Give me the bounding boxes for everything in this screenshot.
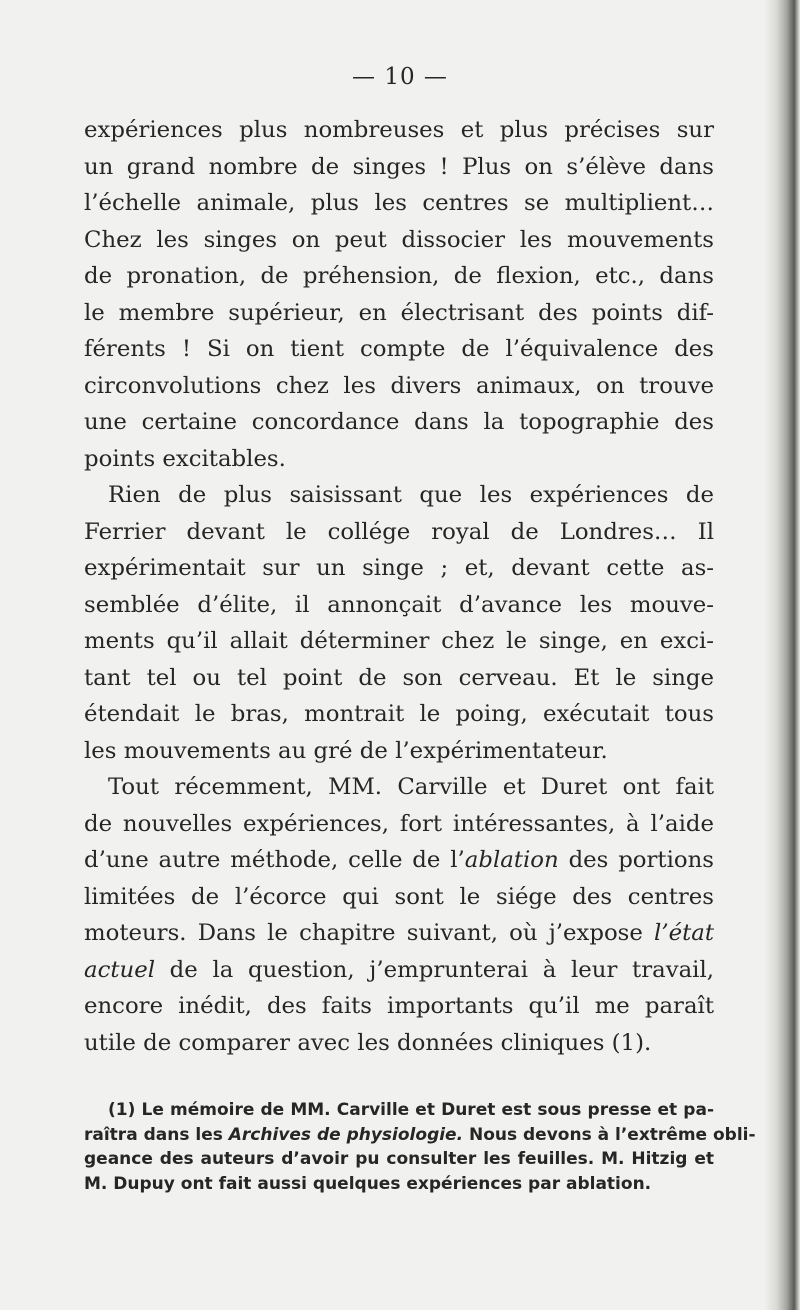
text-line: férents ! Si on tient compte de l’équivalence des (84, 336, 714, 362)
text-line: un grand nombre de singes ! Plus on s’élève dans (84, 153, 714, 180)
text-line: Rien de plus saisissant que les expériences de (108, 482, 714, 508)
text-line: étendait le bras, montrait le poing, exécutait tous (84, 701, 714, 727)
text-line: tant tel ou tel point de son cerveau. Et le singe (84, 664, 714, 691)
text-line: le membre supérieur, en électrisant des points dif- (84, 299, 714, 326)
page-binding-edge (764, 0, 800, 1310)
text-line: Chez les singes on peut dissocier les mouvements (84, 226, 714, 253)
italic-term: actuel (84, 956, 155, 983)
text-line: expérimentait sur un singe ; et, devant cette as- (84, 555, 714, 581)
text-line: expériences plus nombreuses et plus précises sur (84, 117, 714, 143)
text-segment: des portions (558, 847, 714, 873)
text-line: ments qu’il allait déterminer chez le singe, en exci- (84, 628, 714, 654)
text-line: limitées de l’écorce qui sont le siége des centres (84, 883, 714, 910)
text-line: Tout récemment, MM. Carville et Duret ont fait (108, 774, 714, 800)
footnote-line: (1) Le mémoire de MM. Carville et Duret est sous presse et pa- (108, 1100, 714, 1120)
text-line: Ferrier devant le collége royal de Londres… Il (84, 518, 714, 545)
text-line: encore inédit, des faits importants qu’il me paraît (84, 993, 714, 1019)
text-line: les mouvements au gré de l’expérimentateur. (84, 737, 608, 764)
italic-term: l’état (654, 920, 714, 946)
text-segment: d’une autre méthode, celle de l’ (84, 847, 465, 873)
text-line: utile de comparer avec les données cliniques (1). (84, 1029, 652, 1056)
text-line (84, 915, 714, 952)
footnote-line: M. Dupuy ont fait aussi quelques expériences par ablation. (84, 1173, 652, 1194)
text-segment: Nous devons à l’extrême obli- (463, 1124, 756, 1145)
text-segment: moteurs. Dans le chapitre suivant, où j’expose (84, 920, 655, 946)
text-line: points excitables. (84, 445, 286, 472)
text-line: de nouvelles expériences, fort intéressantes, à l’aide (84, 810, 714, 837)
page-number: — 10 — (352, 64, 448, 90)
text-line: semblée d’élite, il annonçait d’avance les mouve- (84, 591, 714, 618)
text-line (84, 952, 714, 989)
footnote (84, 1098, 756, 1196)
footnote-line (84, 1123, 756, 1148)
italic-title: Archives de physiologie. (228, 1124, 464, 1145)
text-line: de pronation, de préhension, de flexion, etc., dans (84, 263, 714, 289)
italic-term: ablation (464, 847, 559, 873)
text-segment: de la question, j’emprunterai à leur travail, (154, 956, 714, 983)
text-line: l’échelle animale, plus les centres se multiplient… (84, 190, 714, 216)
text-segment: raîtra dans les (84, 1124, 229, 1145)
footnote-line: geance des auteurs d’avoir pu consulter les feuilles. M. Hitzig et (84, 1149, 714, 1169)
text-line: une certaine concordance dans la topographie des (84, 409, 714, 435)
main-text (84, 112, 714, 1061)
text-line (84, 842, 714, 879)
text-line: circonvolutions chez les divers animaux, on trouve (84, 372, 714, 399)
